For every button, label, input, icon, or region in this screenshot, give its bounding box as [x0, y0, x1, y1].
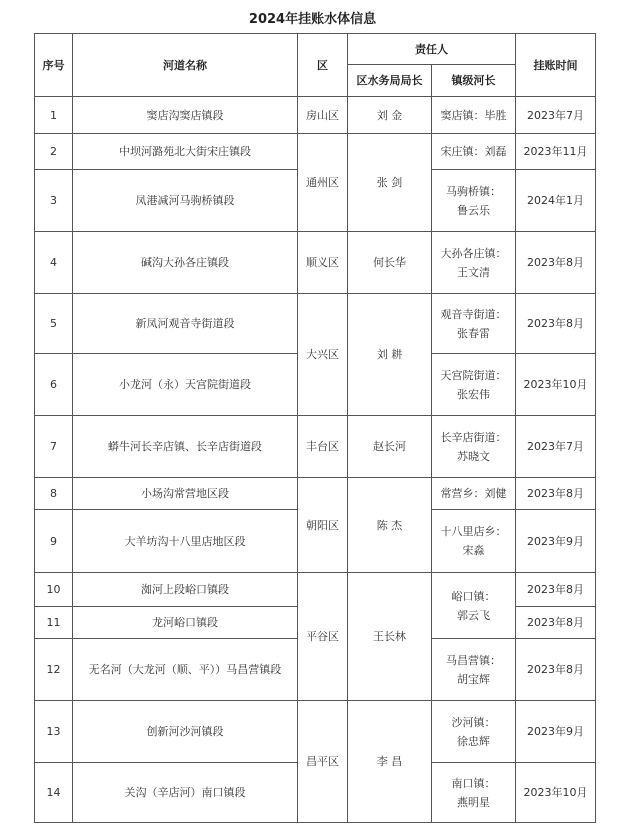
cell-district: 大兴区 — [298, 294, 348, 416]
town-chief-text: 郭云飞 — [457, 608, 490, 622]
header-seq: 序号 — [35, 34, 73, 97]
cell-time: 2023年8月 — [516, 294, 596, 354]
town-chief-text: 鲁云乐 — [457, 203, 490, 217]
cell-seq: 10 — [35, 573, 73, 607]
cell-river: 蟒牛河长辛店镇、长辛店街道段 — [73, 416, 298, 478]
cell-bureau-chief: 赵长河 — [348, 416, 432, 478]
cell-district: 丰台区 — [298, 416, 348, 478]
cell-town-chief — [432, 763, 516, 823]
cell-town-chief — [432, 573, 516, 639]
cell-district: 房山区 — [298, 97, 348, 134]
cell-town-chief — [432, 294, 516, 354]
table-row — [35, 97, 596, 134]
table-row — [35, 416, 596, 478]
cell-district: 顺义区 — [298, 232, 348, 294]
cell-river: 龙河峪口镇段 — [73, 607, 298, 639]
cell-town-chief — [432, 416, 516, 478]
cell-seq: 11 — [35, 607, 73, 639]
cell-time: 2023年10月 — [516, 763, 596, 823]
cell-bureau-chief: 陈 杰 — [348, 478, 432, 573]
cell-river: 凤港减河马驹桥镇段 — [73, 170, 298, 232]
header-river: 河道名称 — [73, 34, 298, 97]
cell-river: 窦店沟窦店镇段 — [73, 97, 298, 134]
cell-bureau-chief: 张 剑 — [348, 134, 432, 232]
cell-seq: 1 — [35, 97, 73, 134]
cell-seq: 5 — [35, 294, 73, 354]
cell-bureau-chief: 王长林 — [348, 573, 432, 701]
header-district: 区 — [298, 34, 348, 97]
cell-bureau-chief: 何长华 — [348, 232, 432, 294]
cell-town-chief — [432, 232, 516, 294]
cell-seq: 4 — [35, 232, 73, 294]
cell-seq: 12 — [35, 639, 73, 701]
town-chief-text: 马驹桥镇： — [446, 184, 501, 198]
town-chief-text: 峪口镇： — [451, 589, 496, 603]
cell-bureau-chief: 刘 金 — [348, 97, 432, 134]
town-chief-text: 胡宝辉 — [457, 672, 490, 686]
cell-bureau-chief: 李 昌 — [348, 701, 432, 823]
cell-river: 中坝河潞苑北大街宋庄镇段 — [73, 134, 298, 170]
cell-time: 2023年8月 — [516, 573, 596, 607]
header-time: 挂账时间 — [516, 34, 596, 97]
cell-seq: 13 — [35, 701, 73, 763]
town-chief-text: 苏晓文 — [457, 449, 490, 463]
header-responsible: 责任人 — [348, 34, 516, 65]
river-info-table — [34, 33, 596, 823]
cell-town-chief — [432, 510, 516, 573]
town-chief-text: 宋庄镇：刘磊 — [440, 145, 507, 158]
cell-time: 2023年11月 — [516, 134, 596, 170]
cell-river: 碱沟大孙各庄镇段 — [73, 232, 298, 294]
cell-town-chief — [432, 478, 516, 510]
table-title: 2024年挂账水体信息 — [248, 12, 377, 27]
table-row — [35, 573, 596, 607]
cell-seq: 14 — [35, 763, 73, 823]
town-chief-text: 窦店镇：毕胜 — [440, 108, 507, 122]
cell-time: 2023年9月 — [516, 701, 596, 763]
cell-district: 朝阳区 — [298, 478, 348, 573]
town-chief-text: 张宏伟 — [457, 387, 490, 401]
town-chief-text: 徐忠辉 — [457, 734, 490, 748]
town-chief-text: 南口镇： — [451, 776, 496, 790]
table-row — [35, 232, 596, 294]
header-town-chief: 镇级河长 — [432, 65, 516, 97]
table-row — [35, 478, 596, 510]
town-chief-text: 大孙各庄镇： — [440, 246, 507, 260]
cell-time: 2023年7月 — [516, 97, 596, 134]
town-chief-text: 观音寺街道： — [440, 307, 507, 321]
cell-time: 2023年8月 — [516, 639, 596, 701]
town-chief-text: 马昌营镇： — [446, 653, 501, 667]
header-bureau-chief: 区水务局局长 — [348, 65, 432, 97]
cell-seq: 2 — [35, 134, 73, 170]
cell-river: 关沟（辛店河）南口镇段 — [73, 763, 298, 823]
cell-river: 洳河上段峪口镇段 — [73, 573, 298, 607]
cell-river: 创新河沙河镇段 — [73, 701, 298, 763]
cell-bureau-chief: 刘 耕 — [348, 294, 432, 416]
town-chief-text: 常营乡：刘健 — [440, 487, 507, 500]
cell-seq: 3 — [35, 170, 73, 232]
town-chief-text: 张春雷 — [457, 326, 490, 340]
cell-river: 无名河（大龙河（顺、平））马昌营镇段 — [73, 639, 298, 701]
town-chief-text: 长辛店街道： — [440, 430, 507, 444]
cell-time: 2024年1月 — [516, 170, 596, 232]
town-chief-text: 沙河镇： — [451, 715, 496, 729]
town-chief-text: 王文清 — [457, 265, 490, 279]
cell-town-chief — [432, 170, 516, 232]
cell-time: 2023年8月 — [516, 232, 596, 294]
town-chief-text: 天宫院街道： — [440, 368, 507, 382]
table-row — [35, 701, 596, 763]
town-chief-text: 十八里店乡： — [440, 525, 507, 538]
cell-district: 通州区 — [298, 134, 348, 232]
cell-time: 2023年7月 — [516, 416, 596, 478]
cell-town-chief — [432, 97, 516, 134]
cell-time: 2023年8月 — [516, 478, 596, 510]
table-row — [35, 134, 596, 170]
cell-seq: 6 — [35, 354, 73, 416]
town-chief-text: 燕明星 — [457, 795, 490, 809]
cell-town-chief — [432, 701, 516, 763]
cell-town-chief — [432, 134, 516, 170]
cell-seq: 7 — [35, 416, 73, 478]
cell-river: 大羊坊沟十八里店地区段 — [73, 510, 298, 573]
town-chief-text: 宋淼 — [462, 544, 485, 557]
cell-river: 小场沟常营地区段 — [73, 478, 298, 510]
cell-river: 新凤河观音寺街道段 — [73, 294, 298, 354]
cell-seq: 8 — [35, 478, 73, 510]
cell-town-chief — [432, 639, 516, 701]
cell-seq: 9 — [35, 510, 73, 573]
cell-time: 2023年9月 — [516, 510, 596, 573]
cell-river: 小龙河（永）天宫院街道段 — [73, 354, 298, 416]
cell-district: 平谷区 — [298, 573, 348, 701]
table-row — [35, 294, 596, 354]
cell-time: 2023年10月 — [516, 354, 596, 416]
cell-district: 昌平区 — [298, 701, 348, 823]
cell-town-chief — [432, 354, 516, 416]
cell-time: 2023年8月 — [516, 607, 596, 639]
